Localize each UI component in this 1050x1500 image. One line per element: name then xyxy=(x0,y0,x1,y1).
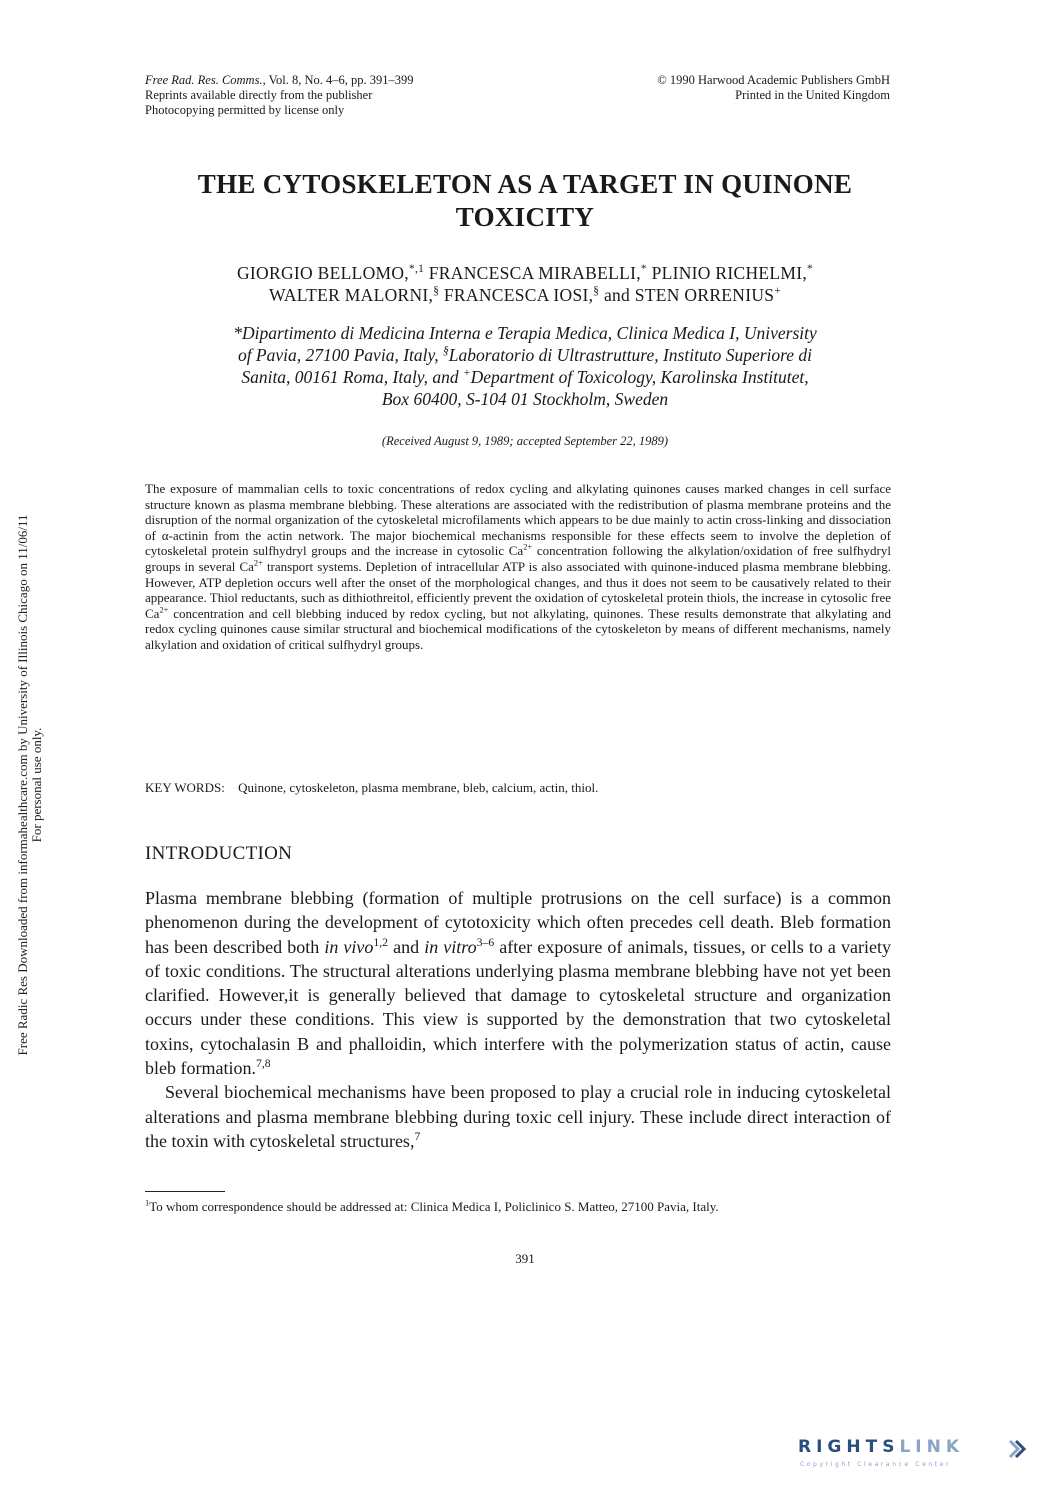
journal-citation: Free Rad. Res. Comms., Vol. 8, No. 4–6, pp. 391–399 xyxy=(145,73,414,87)
footnote-rule xyxy=(145,1191,225,1192)
footnote: $^1$To whom correspondence should be addressed at: Clinica Medica I, Policlinico S. Matteo, 27100 Pavia, Italy. xyxy=(145,1197,719,1214)
side-note-line-1: Free Radic Res Downloaded from informahealthcare.com by University of Illinois Chicago on 11/06/11 xyxy=(15,514,30,1056)
journal-header-left xyxy=(145,73,565,118)
author-list xyxy=(140,262,910,306)
affiliation-line-3: Sanita, 00161 Roma, Italy, and +Department of Toxicology, Karolinska Institutet, xyxy=(241,367,809,387)
journal-header-right xyxy=(560,73,890,103)
side-note-line-2: For personal use only. xyxy=(29,727,44,843)
rightslink-logo[interactable] xyxy=(798,1437,1028,1473)
authors-line-1: GIORGIO BELLOMO,$^{*,1}$ FRANCESCA MIRABELLI,* PLINIO RICHELMI,* xyxy=(236,263,814,283)
affiliation-line-4: Box 60400, S-104 01 Stockholm, Sweden xyxy=(381,389,669,409)
intro-paragraph-1: Plasma membrane blebbing (formation of multiple protrusions on the cell surface) is a common phenomenon during the development of cytotoxicity which often precedes cell death. Bleb formation has been described both in vivo$^{1,2}$ and in vitro$^{3-6}$ after exposure of animals, tissues, or cells to a variety of toxic conditions. The structural alterations underlying plasma membrane blebbing have not yet been clarified. However,it is generally believed that damage to cytoskeletal structure and organization occurs under these conditions. This view is supported by the demonstration that two cytoskeletal toxins, cytochalasin B and phalloidin, which interfere with the polymerization status of actin, cause bleb formation.$^{7,8}$ xyxy=(145,888,891,1079)
rightslink-arrow-icon xyxy=(1006,1439,1028,1459)
page-number: 391 xyxy=(515,1251,535,1266)
printed-line: Printed in the United Kingdom xyxy=(735,88,890,102)
keywords-label: KEY WORDS: xyxy=(145,780,225,795)
keywords-value: Quinone, cytoskeleton, plasma membrane, bleb, calcium, actin, thiol. xyxy=(238,780,599,795)
abstract: The exposure of mammalian cells to toxic concentrations of redox cycling and alkylating quinones causes marked changes in cell surface structure known as plasma membrane blebbing. These alterations are associated with the redistribution of plasma membrane proteins and the disruption of the normal organization of the cytoskeletal microfilaments which appears to be due mainly to actin cross-linking and dissociation of α-actinin from the actin network. The major biochemical mechanisms responsible for these effects seem to involve the depletion of cytoskeletal protein sulfhydryl groups and the increase in cytosolic $Ca^{2+}$ concentration following the alkylation/oxidation of free sulfhydryl groups in several $Ca^{2+}$ transport systems. Depletion of intracellular ATP is also associated with quinone-induced plasma membrane blebbing. However, ATP depletion occurs well after the onset of the morphological changes, and thus it does not seem to be causatively related to their appearance. Thiol reductants, such as dithiothreitol, efficiently prevent the oxidation of cytoskeletal protein thiols, the increase in cytosolic free $Ca^{2+}$ concentration and cell blebbing induced by redox cycling, but not alkylating, quinones. These results demonstrate that alkylating and redox cycling quinones cause similar structural and biochemical modifications of the cytoskeleton by means of different mechanisms, namely alkylation and oxidation of critical sulfhydryl groups. xyxy=(145,481,891,652)
rightslink-subtitle: Copyright Clearance Center xyxy=(800,1461,952,1468)
download-side-note xyxy=(0,0,60,1500)
authors-line-2: WALTER MALORNI,§ FRANCESCA IOSI,§ and STEN ORRENIUS+ xyxy=(268,285,782,305)
photocopying-note: Photocopying permitted by license only xyxy=(145,103,345,117)
paper-title xyxy=(140,168,910,234)
title-line-1: THE CYTOSKELETON AS A TARGET IN QUINONE xyxy=(197,169,853,199)
intro-paragraph-2: Several biochemical mechanisms have been proposed to play a crucial role in inducing cytoskeletal alterations and plasma membrane blebbing during toxic cell injury. These include direct interaction of the toxin with cytoskeletal structures,$^7$ xyxy=(145,1082,891,1151)
affiliation-line-2: of Pavia, 27100 Pavia, Italy, §Laboratorio di Ultrastrutture, Instituto Superiore di xyxy=(237,345,813,365)
rightslink-wordmark: RIGHTSLINK xyxy=(798,1437,964,1457)
reprints-note: Reprints available directly from the publisher xyxy=(145,88,373,102)
side-note-text xyxy=(16,515,44,1056)
introduction-heading: INTRODUCTION xyxy=(145,843,293,864)
copyright-line: © 1990 Harwood Academic Publishers GmbH xyxy=(657,73,890,87)
affiliation-line-1: *Dipartimento di Medicina Interna e Terapia Medica, Clinica Medica I, University xyxy=(233,323,817,343)
keywords xyxy=(145,780,891,796)
affiliations xyxy=(140,322,910,410)
title-line-2: TOXICITY xyxy=(455,202,595,232)
received-dates: (Received August 9, 1989; accepted September 22, 1989) xyxy=(381,434,669,448)
introduction-body xyxy=(145,886,891,1153)
